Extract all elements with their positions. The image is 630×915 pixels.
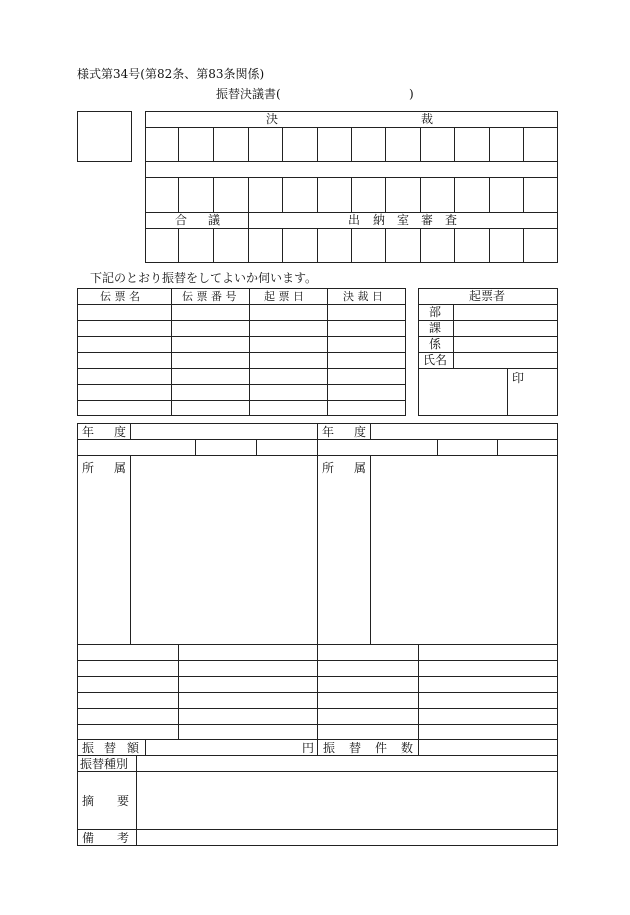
amount-label-2: 替 — [104, 741, 117, 755]
left-year-label-1: 年 — [82, 425, 95, 439]
count-label-2: 替 — [349, 741, 362, 755]
request-text: 下記のとおり振替をしてよいか伺います。 — [90, 271, 318, 285]
drafter-row-section: 課 — [429, 321, 442, 335]
amount-label-1: 振 — [82, 741, 95, 755]
suitou-label-4: 審 — [421, 213, 434, 227]
gigi-label-1: 合 — [175, 213, 188, 227]
remarks-label-2: 考 — [117, 831, 130, 845]
form-reference: 様式第34号(第82条、第83条関係) — [77, 67, 265, 81]
gigi-label-2: 議 — [208, 213, 221, 227]
voucher-header-approval-date: 決 裁 日 — [343, 290, 383, 303]
description-label-1: 摘 — [82, 794, 95, 808]
kessai-label-2: 裁 — [421, 112, 434, 126]
stamp-box[interactable] — [77, 111, 132, 162]
count-label-1: 振 — [323, 741, 336, 755]
drafter-row-department: 部 — [429, 305, 442, 319]
yen-unit: 円 — [302, 741, 315, 755]
title-close-paren: ) — [409, 87, 414, 101]
count-label-4: 数 — [401, 741, 414, 755]
document-title: 振替決議書( — [216, 87, 281, 101]
right-dept-label-2: 属 — [354, 461, 367, 475]
drafter-row-unit: 係 — [429, 337, 442, 351]
voucher-header-issue-date: 起 票 日 — [264, 290, 304, 303]
right-year-label-1: 年 — [322, 425, 335, 439]
left-dept-label-2: 属 — [114, 461, 127, 475]
description-label-2: 要 — [117, 794, 130, 808]
suitou-label-2: 納 — [373, 213, 386, 227]
left-dept-label-1: 所 — [82, 461, 95, 475]
amount-label-3: 額 — [127, 741, 140, 755]
suitou-label-5: 査 — [445, 213, 458, 227]
drafter-row-name: 氏名 — [423, 353, 448, 367]
right-year-label-2: 度 — [354, 425, 367, 439]
seal-mark: 印 — [512, 371, 525, 385]
transfer-type-label: 振替種別 — [80, 757, 129, 771]
voucher-header-name: 伝 票 名 — [100, 290, 140, 303]
kessai-label-1: 決 — [266, 112, 279, 126]
voucher-header-number: 伝 票 番 号 — [182, 290, 237, 303]
suitou-label-3: 室 — [397, 213, 410, 227]
left-year-label-2: 度 — [114, 425, 127, 439]
right-dept-label-1: 所 — [322, 461, 335, 475]
suitou-label-1: 出 — [348, 213, 361, 227]
count-label-3: 件 — [375, 741, 388, 755]
remarks-label-1: 備 — [82, 831, 95, 845]
drafter-title: 起票者 — [469, 289, 506, 303]
